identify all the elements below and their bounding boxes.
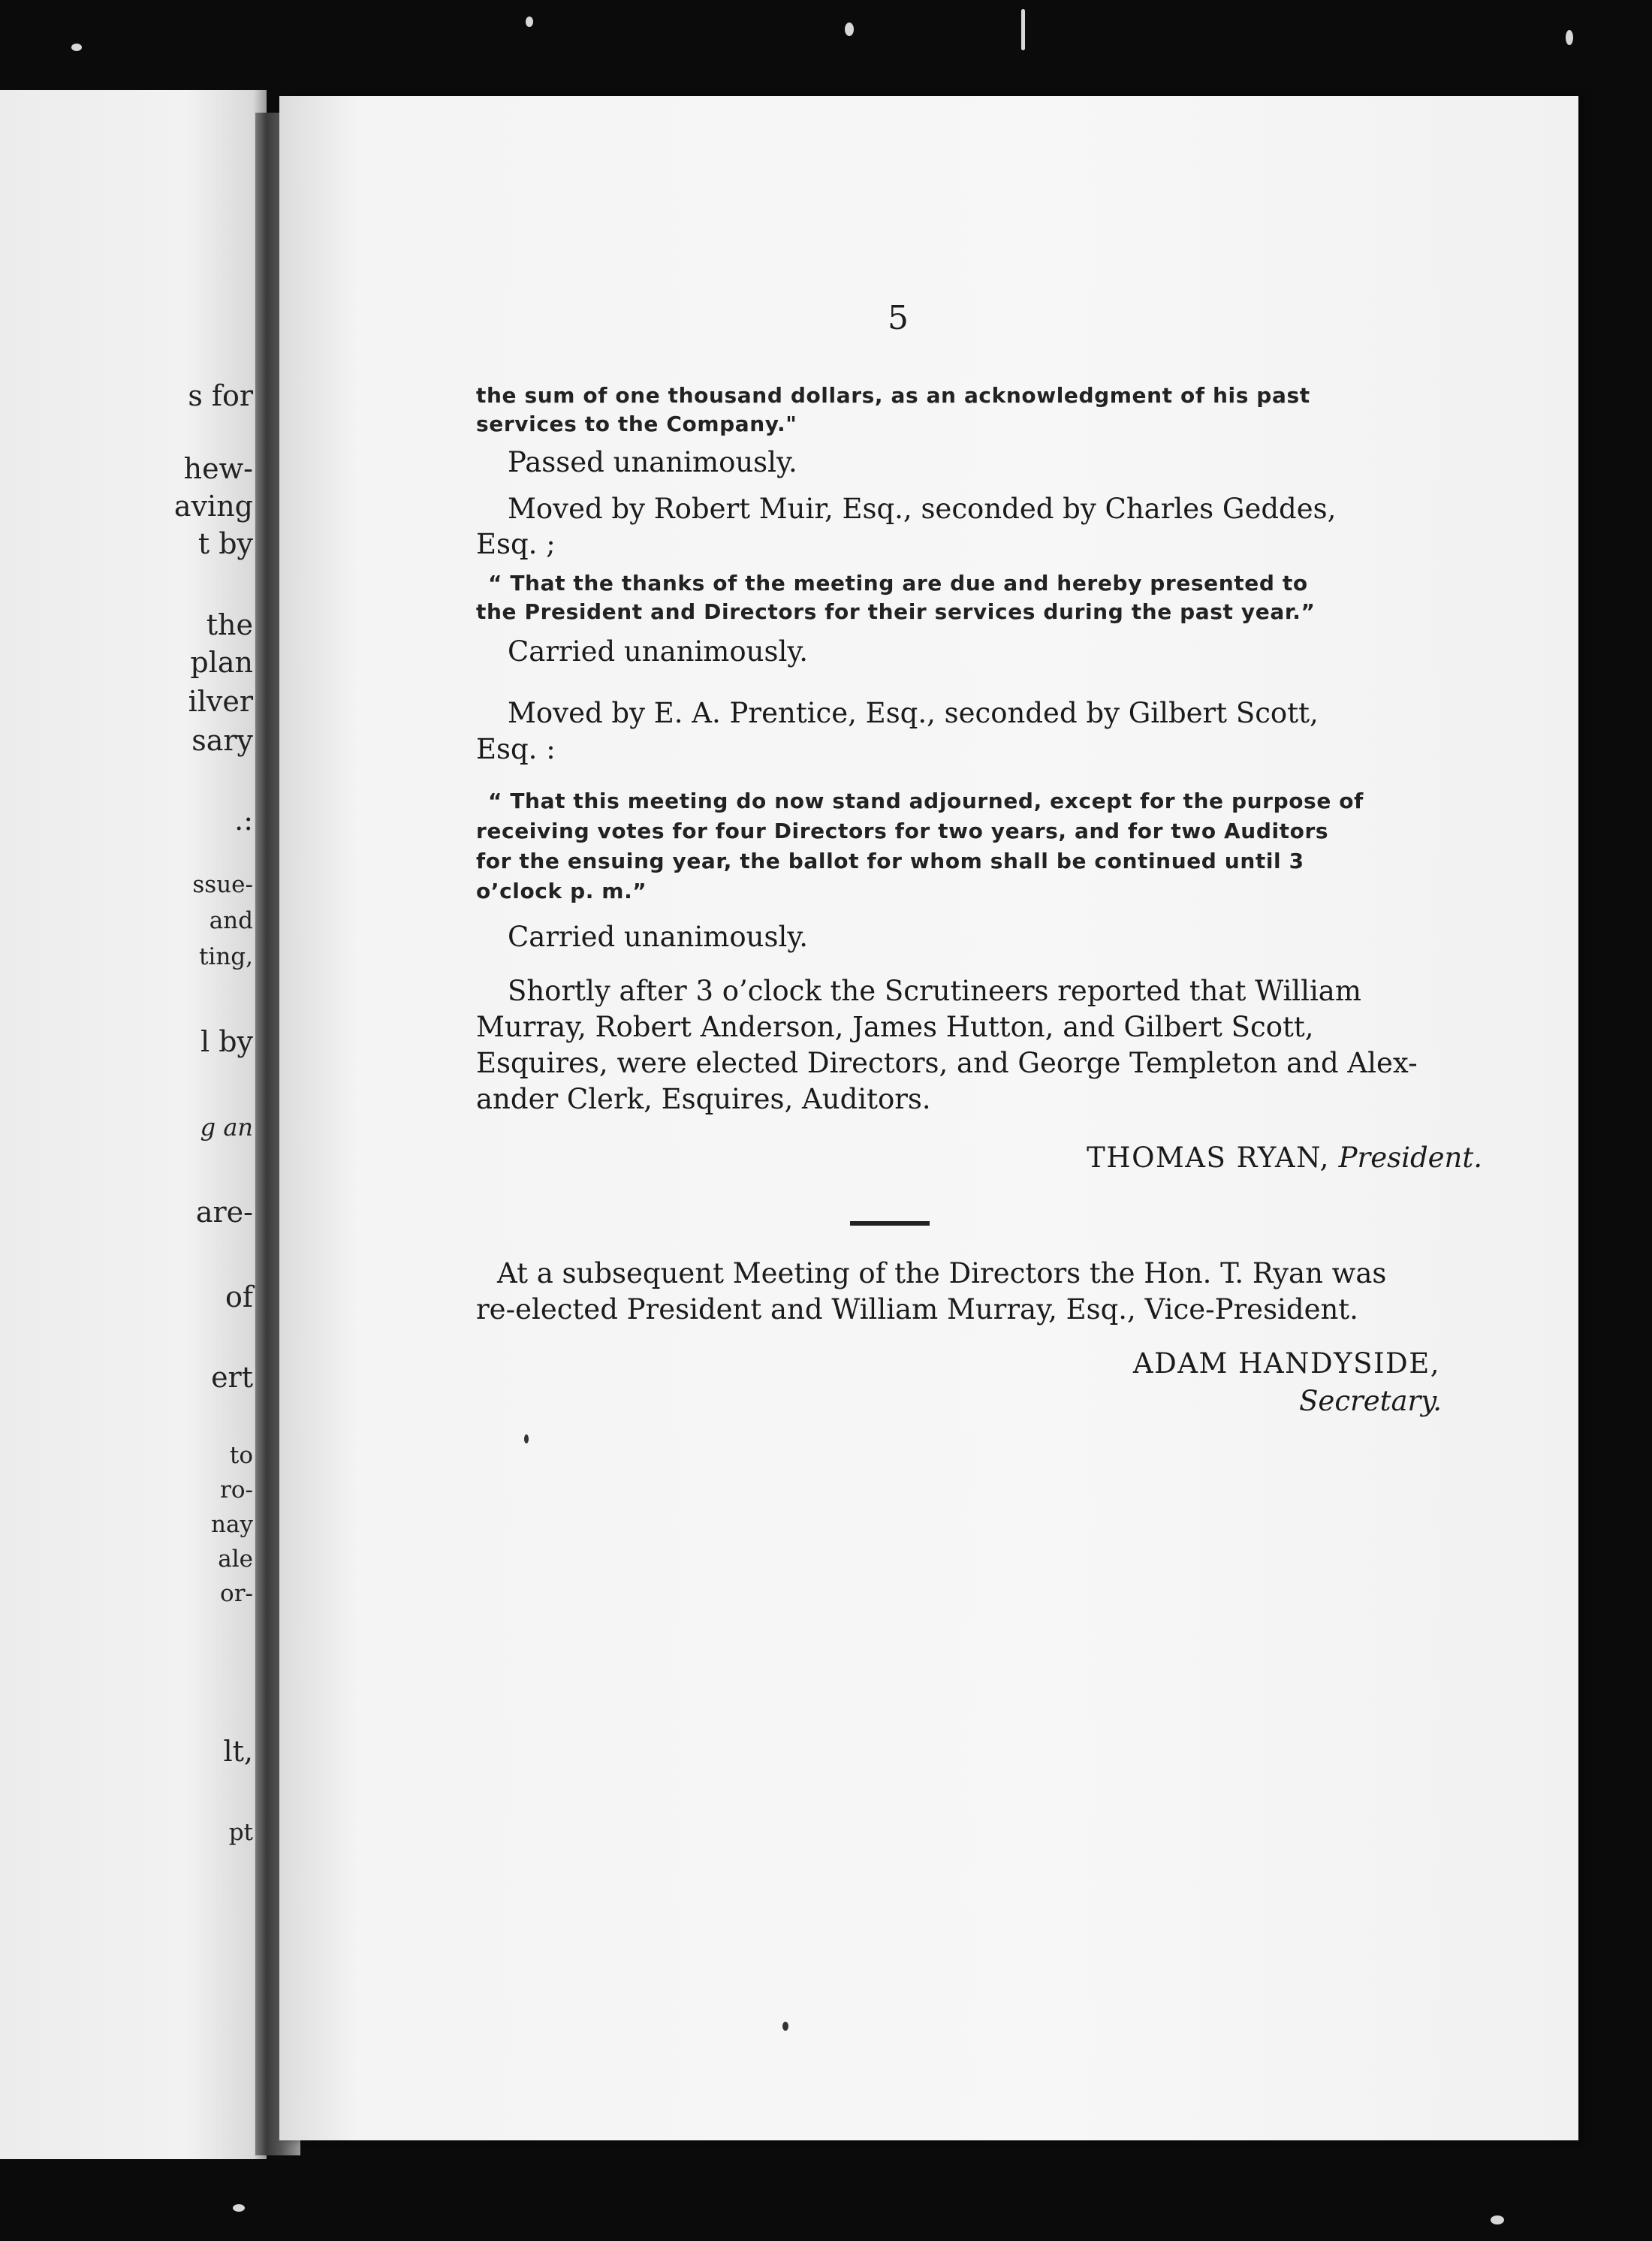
motion-line: Moved by E. A. Prentice, Esq., seconded by Gilbert Scott, xyxy=(508,697,1319,729)
left-page-fragment: l by xyxy=(200,1025,253,1058)
left-page-fragment: ssue- xyxy=(192,871,253,898)
section-divider xyxy=(850,1221,930,1226)
subsequent-meeting-line: At a subsequent Meeting of the Directors the Hon. T. Ryan was xyxy=(497,1257,1387,1289)
report-line: Shortly after 3 o’clock the Scrutineers reported that William xyxy=(508,975,1361,1007)
right-page xyxy=(279,96,1578,2140)
left-page-fragment: plan xyxy=(190,646,253,679)
left-page-fragment: to xyxy=(229,1442,253,1469)
left-page-fragment: ilver xyxy=(188,685,253,718)
secretary-name xyxy=(1133,1347,1440,1380)
left-page-fragment: g an xyxy=(200,1113,253,1142)
ink-speck xyxy=(524,1434,529,1443)
carried-unanimously: Carried unanimously. xyxy=(508,921,809,953)
dust-speck xyxy=(71,44,82,51)
left-page-fragment: ting, xyxy=(198,943,253,970)
report-line: Murray, Robert Anderson, James Hutton, and Gilbert Scott, xyxy=(476,1011,1314,1043)
left-page-fragment: t by xyxy=(197,527,253,560)
quote-line: services to the Company." xyxy=(476,412,797,436)
quote-line: receiving votes for four Directors for two years, and for two Auditors xyxy=(476,819,1329,843)
left-page-fragment: pt xyxy=(228,1819,253,1846)
dust-speck xyxy=(1491,2215,1504,2224)
motion-line: Esq. : xyxy=(476,733,556,765)
left-page-fragment: hew- xyxy=(183,452,253,485)
dust-speck xyxy=(526,17,533,27)
quote-line: “ That the thanks of the meeting are due and hereby presented to xyxy=(488,571,1308,596)
quote-line: “ That this meeting do now stand adjourned, except for the purpose of xyxy=(488,789,1364,813)
page-number: 5 xyxy=(888,299,909,337)
signature-title: President. xyxy=(1338,1142,1482,1174)
left-page-fragment: or- xyxy=(220,1580,253,1607)
quote-line: for the ensuing year, the ballot for whom shall be continued until 3 xyxy=(476,849,1304,873)
quote-line: the President and Directors for their services during the past year.” xyxy=(476,599,1316,624)
subsequent-meeting-line: re-elected President and William Murray, Esq., Vice-President. xyxy=(476,1293,1358,1326)
dust-speck xyxy=(233,2204,245,2212)
signature-name: ADAM HANDYSIDE, xyxy=(1132,1347,1440,1380)
left-page-fragment: nay xyxy=(211,1511,253,1538)
report-line: Esquires, were elected Directors, and George Templeton and Alex- xyxy=(476,1047,1418,1079)
motion-line: Moved by Robert Muir, Esq., seconded by Charles Geddes, xyxy=(508,493,1337,525)
president-signature xyxy=(1087,1142,1482,1174)
dust-speck xyxy=(1566,30,1573,45)
dust-speck xyxy=(1021,9,1025,50)
left-page-fragment: lt, xyxy=(223,1735,253,1768)
left-page-fragment: the xyxy=(206,608,253,641)
left-page-fragment: s for xyxy=(188,379,253,412)
left-page-fragment: aving xyxy=(173,490,253,523)
left-page-fragment: ert xyxy=(211,1361,253,1394)
signature-name: THOMAS RYAN, xyxy=(1087,1142,1330,1174)
signature-title: Secretary. xyxy=(1299,1385,1442,1417)
left-page-fragment: ale xyxy=(218,1546,253,1573)
passed-unanimously: Passed unanimously. xyxy=(508,446,797,478)
carried-unanimously: Carried unanimously. xyxy=(508,635,809,668)
left-page-fragment: of xyxy=(225,1280,253,1314)
left-page-fragment: ro- xyxy=(220,1476,253,1504)
motion-line: Esq. ; xyxy=(476,528,556,560)
quote-line: o’clock p. m.” xyxy=(476,879,647,903)
left-page-fragment: and xyxy=(209,907,253,934)
dust-speck xyxy=(845,23,854,36)
ink-speck xyxy=(782,2022,788,2031)
quote-line: the sum of one thousand dollars, as an acknowledgment of his past xyxy=(476,383,1310,408)
left-page xyxy=(0,90,267,2159)
left-page-fragment: are- xyxy=(195,1196,253,1229)
report-line: ander Clerk, Esquires, Auditors. xyxy=(476,1083,931,1115)
secretary-title xyxy=(1299,1385,1442,1417)
left-page-fragment: .: xyxy=(234,804,253,837)
left-page-fragment: sary xyxy=(191,724,253,757)
